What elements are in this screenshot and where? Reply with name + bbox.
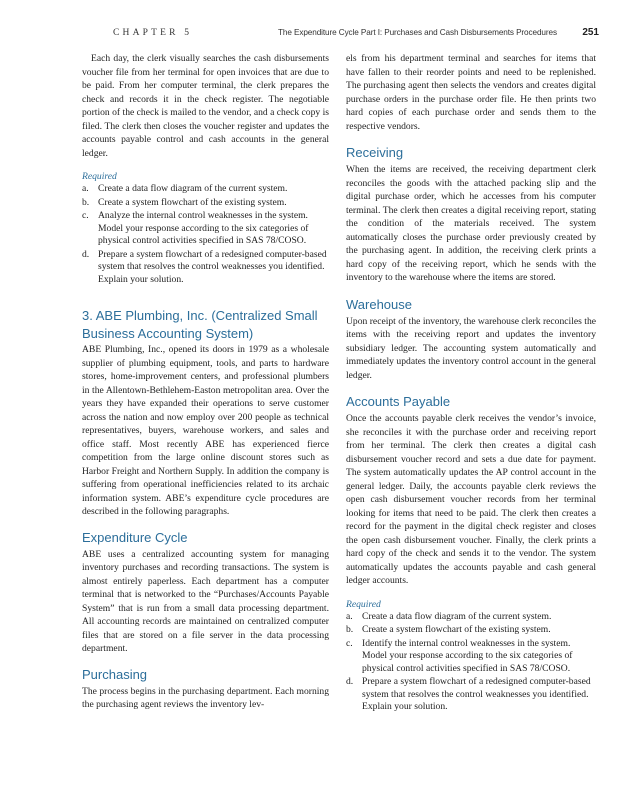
- item-letter: c.: [82, 210, 89, 221]
- item-text: Prepare a system flowchart of a redesigned computer-based system that resolves the control weaknesses you identified. Explain your solution.: [362, 676, 591, 712]
- item-letter: d.: [346, 676, 354, 687]
- intro-paragraph: Each day, the clerk visually searches the cash disbursements voucher file from her terminal for open invoices that are due to be paid. From her computer terminal, the clerk prepares the check and records it in the check register. The negotiable portion of the check is mailed to the vendor, and a check copy is filed. The clerk then closes the voucher register and updates the accounts payable control and cash accounts in the general ledger.: [82, 53, 329, 159]
- receiving-heading: Receiving: [346, 145, 404, 160]
- purchasing-heading: Purchasing: [82, 666, 148, 682]
- case-heading: 3. ABE Plumbing, Inc. (Centralized Small Business Accounting System): [82, 308, 318, 341]
- running-title: The Expenditure Cycle Part I: Purchases and Cash Disbursements Procedures: [278, 28, 557, 37]
- accounts-payable-paragraph: Once the accounts payable clerk receives the vendor’s invoice, she reconciles it with the purchase order and receiving report from her terminal. The clerk then creates a digital cash disbursement voucher record and sets a due date for payment. The system automatically updates the AP control account in the general ledger. Daily, the accounts payable clerk reviews the open cash disbursement voucher records from her terminal looking for items that need to be paid. The clerk then creates a record for the payment in the digital check register and closes the open cash disbursement voucher. Finally, the clerk prints a hard copy of the check and sends it to the vendor. The system automatically updates the accounts payable and cash general ledger accounts.: [346, 413, 596, 586]
- item-text: Identify the internal control weaknesses in the system. Model your response according to the six categories of physical control activities specified in SAS 78/COSO.: [362, 637, 573, 674]
- left-column: [82, 52, 329, 712]
- item-text: Create a data flow diagram of the current system.: [98, 183, 288, 194]
- required-label-right: Required: [346, 598, 381, 610]
- right-column: [346, 52, 596, 715]
- item-letter: b.: [82, 196, 90, 208]
- accounts-payable-heading: Accounts Payable: [346, 394, 451, 409]
- case-paragraph: ABE Plumbing, Inc., opened its doors in 1979 as a wholesale supplier of plumbing equipment, tools, and parts to hardware stores, home-improvement centers, and professional plumbers in the Allentown-Bethlehem-Easton metropolitan area. Over the years they have expanded their operations to serve customer across the nation and now employ over 200 people as technical representatives, buyers, warehouse workers, and sales and office staff. Most recently ABE has experienced fierce competition from the large online discount stores such as Harbor Freight and Northern Supply. In addition the company is suffering from operational inefficiencies related to its archaic information system. ABE’s expenditure cycle procedures are described in the following paragraphs.: [82, 344, 329, 517]
- item-text: Prepare a system flowchart of a redesigned computer-based system that resolves the control weaknesses you identified. Explain your solution.: [98, 248, 327, 285]
- item-letter: b.: [346, 624, 354, 635]
- required-list-right: [346, 611, 596, 714]
- warehouse-heading: Warehouse: [346, 296, 412, 312]
- required-item: [346, 676, 596, 714]
- expenditure-heading: Expenditure Cycle: [82, 529, 188, 545]
- item-letter: a.: [82, 183, 89, 194]
- item-letter: d.: [82, 248, 90, 260]
- chapter-label: CHAPTER 5: [113, 28, 193, 38]
- item-text: Analyze the internal control weaknesses in the system. Model your response according to the six categories of physical control activities specified in SAS 78/COSO.: [98, 210, 309, 246]
- item-text: Create a system flowchart of the existing system.: [98, 196, 287, 208]
- required-label-left: Required: [82, 171, 117, 182]
- required-item: [346, 624, 596, 637]
- required-item: [82, 183, 329, 196]
- item-text: Create a system flowchart of the existing system.: [362, 624, 551, 635]
- required-list-left: [82, 183, 329, 286]
- page-number: 251: [582, 27, 599, 38]
- item-letter: c.: [346, 637, 353, 649]
- purchasing-paragraph: The process begins in the purchasing department. Each morning the purchasing agent reviews the inventory lev-: [82, 685, 329, 710]
- receiving-paragraph: When the items are received, the receiving department clerk reconciles the goods with the attached packing slip and the digital purchase order, which he accesses from his computer terminal. The clerk then creates a digital receiving report, stating the condition of the materials received. The system automatically closes the purchase order previously created by the purchasing agent. In addition, the receiving clerk prints a hard copy of the receiving report, which he sends with the inventory to the warehouse where the items are stored.: [346, 164, 596, 283]
- required-item: [82, 210, 329, 248]
- required-item: [346, 611, 596, 624]
- required-item: [346, 638, 596, 676]
- item-text: Create a data flow diagram of the current system.: [362, 610, 552, 622]
- running-head: [0, 28, 639, 42]
- expenditure-paragraph: ABE uses a centralized accounting system for managing inventory purchases and recording transactions. The system is almost entirely paperless. Each department has a computer terminal that is networked to the “Purchases/Accounts Payable System” that is run from a small data processing department. All accounting records are maintained on centralized computer files that are stored on a file server in the data processing department.: [82, 548, 329, 654]
- continuation-paragraph: els from his department terminal and searches for items that have fallen to their reorder points and need to be replenished. The purchasing agent then selects the vendors and creates digital purchase orders in the purchase order file. He then prints two hard copies of each purchase order and sends them to the respective vendors.: [346, 53, 596, 132]
- required-item: [82, 249, 329, 287]
- item-letter: a.: [346, 610, 353, 622]
- required-item: [82, 197, 329, 210]
- warehouse-paragraph: Upon receipt of the inventory, the warehouse clerk reconciles the items with the receiving report and updates the inventory subsidiary ledger. The accounting system automatically and immediately updates the inventory control account in the general ledger.: [346, 315, 596, 381]
